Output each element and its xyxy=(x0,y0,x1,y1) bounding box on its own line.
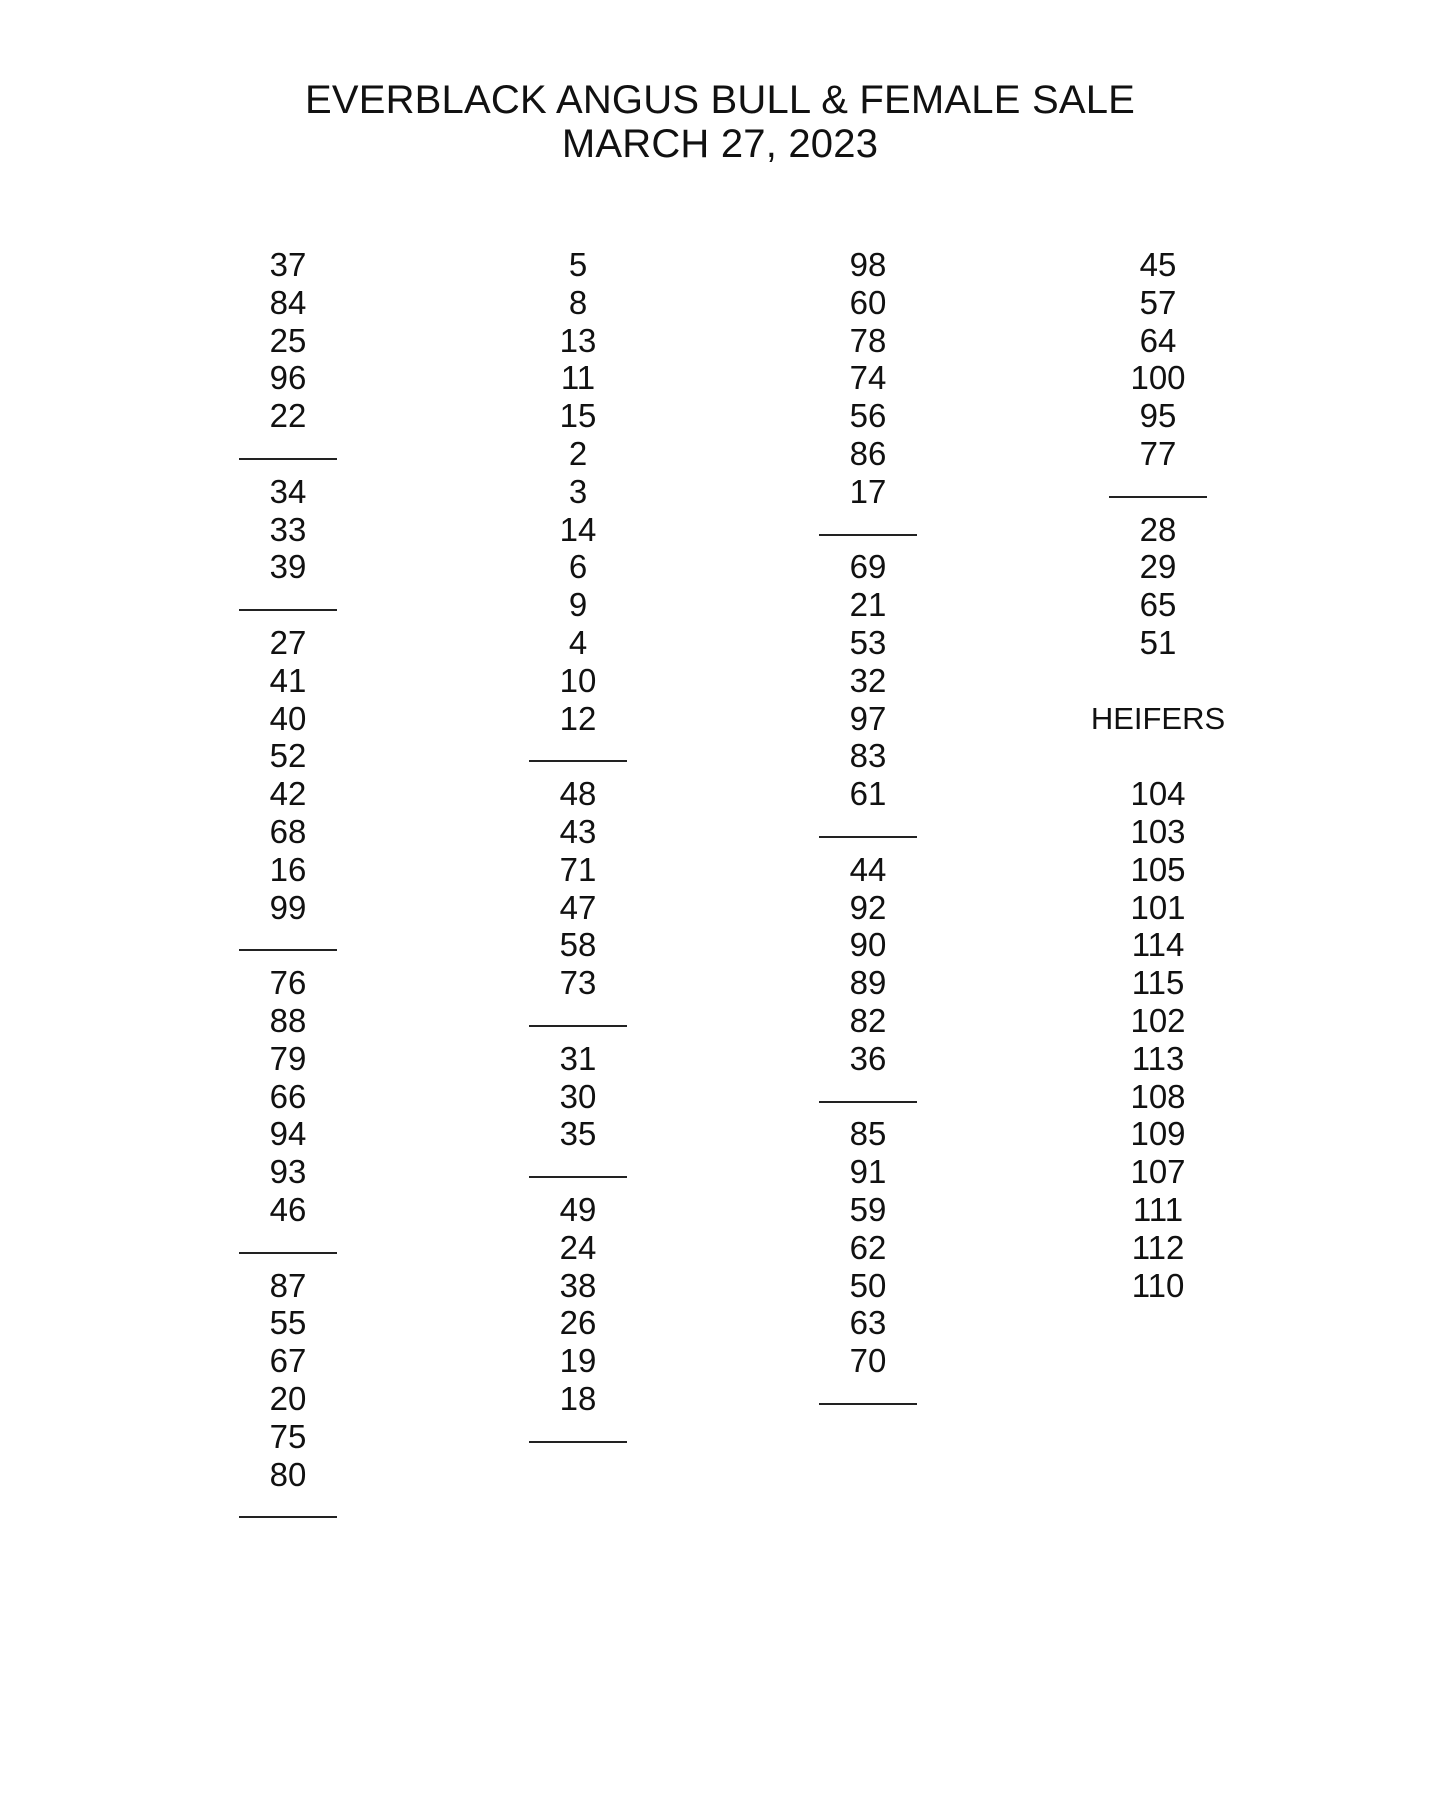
lot-number: 48 xyxy=(559,775,597,813)
lot-number: 35 xyxy=(559,1115,597,1153)
lot-number: 76 xyxy=(269,964,307,1002)
lot-number: 11 xyxy=(560,359,596,397)
lot-column-4 xyxy=(1038,246,1278,1304)
lot-number: 43 xyxy=(559,812,597,850)
group-separator xyxy=(1038,473,1278,511)
lot-number: 82 xyxy=(849,1001,887,1039)
group-separator xyxy=(458,737,698,775)
lot-number: 34 xyxy=(269,472,307,510)
lot-number: 19 xyxy=(559,1342,597,1380)
lot-number: 25 xyxy=(269,321,307,359)
lot-number: 33 xyxy=(269,510,307,548)
lot-number: 14 xyxy=(559,510,597,548)
lot-number: 51 xyxy=(1139,623,1177,661)
lot-number: 30 xyxy=(559,1077,597,1115)
lot-number: 101 xyxy=(1130,888,1186,926)
lot-number: 90 xyxy=(849,926,887,964)
lot-number: 75 xyxy=(269,1417,307,1455)
lot-number: 86 xyxy=(849,434,887,472)
lot-number: 37 xyxy=(269,246,307,283)
document-header xyxy=(0,78,1440,166)
group-separator xyxy=(748,1078,988,1116)
lot-number: 93 xyxy=(269,1153,307,1191)
lot-number: 80 xyxy=(269,1455,307,1493)
lot-number: 69 xyxy=(849,548,887,586)
lot-number: 18 xyxy=(559,1379,597,1417)
lot-number: 114 xyxy=(1131,926,1185,964)
lot-number: 83 xyxy=(849,737,887,775)
lot-number: 26 xyxy=(559,1304,597,1342)
lot-number: 63 xyxy=(849,1304,887,1342)
lot-number: 88 xyxy=(269,1001,307,1039)
group-separator xyxy=(168,435,408,473)
lot-number: 21 xyxy=(849,586,887,624)
lot-number: 100 xyxy=(1130,359,1186,397)
lot-number: 38 xyxy=(559,1266,597,1304)
lot-number: 50 xyxy=(849,1266,887,1304)
lot-column-1 xyxy=(168,246,408,1531)
lot-number: 16 xyxy=(269,850,307,888)
spacer xyxy=(1038,737,1278,775)
lot-number: 49 xyxy=(559,1190,597,1228)
lot-number: 60 xyxy=(849,283,887,321)
lot-number: 103 xyxy=(1130,812,1186,850)
lot-number: 3 xyxy=(568,472,588,510)
lot-number: 89 xyxy=(849,964,887,1002)
lot-number: 115 xyxy=(1131,964,1185,1002)
lot-number: 62 xyxy=(849,1228,887,1266)
lot-number: 71 xyxy=(559,850,597,888)
lot-number: 58 xyxy=(559,926,597,964)
group-separator xyxy=(748,1380,988,1418)
lot-number: 12 xyxy=(559,699,597,737)
group-separator xyxy=(458,1002,698,1040)
lot-number: 2 xyxy=(568,434,588,472)
lot-number: 56 xyxy=(849,397,887,435)
group-separator xyxy=(748,813,988,851)
lot-number: 65 xyxy=(1139,586,1177,624)
group-separator xyxy=(168,1493,408,1531)
lot-number: 5 xyxy=(568,246,588,283)
lot-number: 55 xyxy=(269,1304,307,1342)
lot-number: 95 xyxy=(1139,397,1177,435)
lot-number: 57 xyxy=(1139,283,1177,321)
group-separator xyxy=(458,1418,698,1456)
lot-number: 47 xyxy=(559,888,597,926)
lot-number: 13 xyxy=(559,321,597,359)
lot-number: 78 xyxy=(849,321,887,359)
lot-number: 113 xyxy=(1131,1039,1185,1077)
lot-number: 53 xyxy=(849,623,887,661)
lot-number: 110 xyxy=(1131,1266,1185,1304)
lot-number: 17 xyxy=(849,472,887,510)
lot-number: 10 xyxy=(559,661,597,699)
lot-number: 27 xyxy=(269,623,307,661)
lot-number: 79 xyxy=(269,1039,307,1077)
lot-number: 73 xyxy=(559,964,597,1002)
lot-number: 68 xyxy=(269,812,307,850)
lot-number: 108 xyxy=(1130,1077,1186,1115)
lot-number: 96 xyxy=(269,359,307,397)
lot-column-3 xyxy=(748,246,988,1418)
lot-number: 9 xyxy=(568,586,588,624)
lot-number: 42 xyxy=(269,775,307,813)
lot-number: 102 xyxy=(1130,1001,1186,1039)
lot-number: 40 xyxy=(269,699,307,737)
lot-number: 92 xyxy=(849,888,887,926)
lot-number: 39 xyxy=(269,548,307,586)
lot-number: 66 xyxy=(269,1077,307,1115)
lot-number: 107 xyxy=(1130,1153,1186,1191)
lot-number: 61 xyxy=(849,775,887,813)
lot-number: 70 xyxy=(849,1342,887,1380)
lot-number: 99 xyxy=(269,888,307,926)
lot-number: 15 xyxy=(559,397,597,435)
lot-number: 22 xyxy=(269,397,307,435)
lot-number: 98 xyxy=(849,246,887,283)
lot-number: 84 xyxy=(269,283,307,321)
lot-number: 46 xyxy=(269,1190,307,1228)
group-separator xyxy=(748,511,988,549)
lot-number: 77 xyxy=(1139,434,1177,472)
lot-number: 105 xyxy=(1130,850,1186,888)
group-separator xyxy=(168,1229,408,1267)
lot-number: 112 xyxy=(1131,1228,1185,1266)
lot-number: 29 xyxy=(1139,548,1177,586)
lot-number: 94 xyxy=(269,1115,307,1153)
lot-number: 20 xyxy=(269,1379,307,1417)
lot-number: 45 xyxy=(1139,246,1177,283)
lot-number: 24 xyxy=(559,1228,597,1266)
section-label: HEIFERS xyxy=(1090,700,1226,736)
lot-number: 91 xyxy=(849,1153,887,1191)
lot-number: 41 xyxy=(269,661,307,699)
lot-number: 31 xyxy=(559,1039,597,1077)
lot-number: 36 xyxy=(849,1039,887,1077)
lot-number: 4 xyxy=(568,623,588,661)
lot-number: 104 xyxy=(1130,775,1186,813)
lot-number: 109 xyxy=(1130,1115,1186,1153)
lot-number: 64 xyxy=(1139,321,1177,359)
lot-number: 59 xyxy=(849,1190,887,1228)
lot-number: 111 xyxy=(1132,1190,1184,1228)
lot-number: 44 xyxy=(849,850,887,888)
lot-number: 74 xyxy=(849,359,887,397)
group-separator xyxy=(168,586,408,624)
spacer xyxy=(1038,662,1278,700)
lot-column-2 xyxy=(458,246,698,1456)
lot-number: 28 xyxy=(1139,510,1177,548)
lot-number: 6 xyxy=(568,548,588,586)
lot-number: 67 xyxy=(269,1342,307,1380)
lot-number: 85 xyxy=(849,1115,887,1153)
group-separator xyxy=(168,926,408,964)
sale-date: MARCH 27, 2023 xyxy=(561,122,879,166)
sale-title: EVERBLACK ANGUS BULL & FEMALE SALE xyxy=(304,78,1136,122)
lot-number: 97 xyxy=(849,699,887,737)
lot-number: 52 xyxy=(269,737,307,775)
group-separator xyxy=(458,1153,698,1191)
lot-number: 32 xyxy=(849,661,887,699)
lot-number: 87 xyxy=(269,1266,307,1304)
lot-number: 8 xyxy=(568,283,588,321)
